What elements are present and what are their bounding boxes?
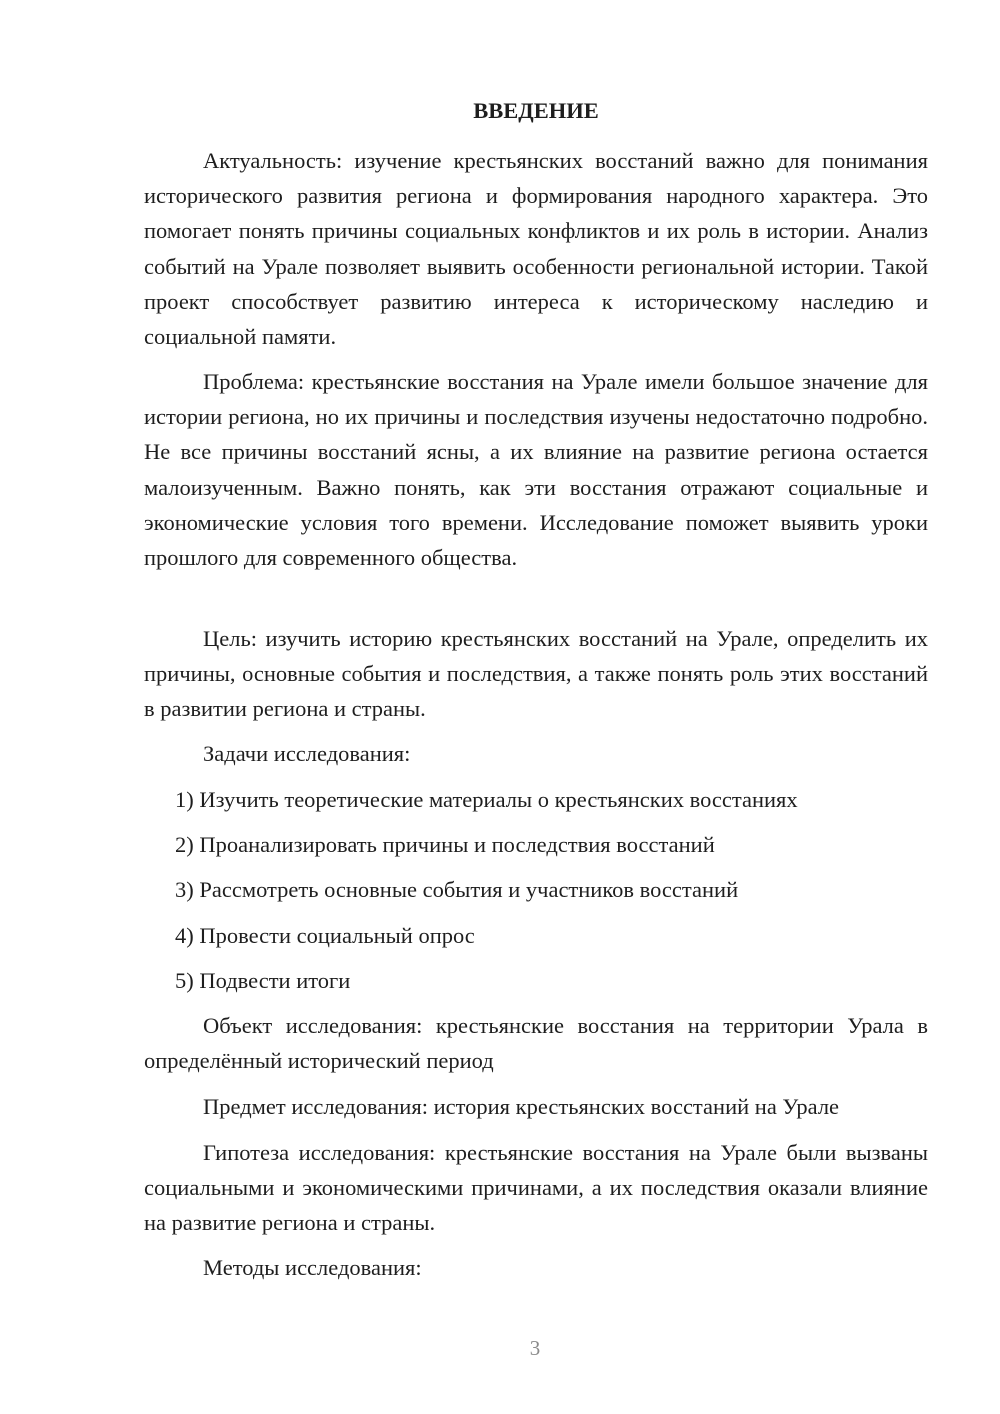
subject-paragraph: Предмет исследования: история крестьянских восстаний на Урале bbox=[203, 1094, 840, 1119]
tasks-heading: Задачи исследования: bbox=[203, 741, 411, 766]
page-number: 3 bbox=[529, 1336, 541, 1360]
task-item: 4) Провести социальный опрос bbox=[175, 923, 475, 948]
object-paragraph: Объект исследования: крестьянские восстания на территории Урала в определённый исторический период bbox=[144, 1013, 928, 1074]
goal-paragraph: Цель: изучить историю крестьянских восстаний на Урале, определить их причины, основные события и последствия, а также понять роль этих восстаний в развитии региона и страны. bbox=[144, 626, 928, 722]
task-item: 1) Изучить теоретические материалы о крестьянских восстаниях bbox=[175, 787, 798, 812]
task-item: 5) Подвести итоги bbox=[175, 968, 351, 993]
hypothesis-paragraph: Гипотеза исследования: крестьянские восстания на Урале были вызваны социальными и экономическими причинами, а их последствия оказали влияние на развитие региона и страны. bbox=[144, 1140, 928, 1236]
task-item: 3) Рассмотреть основные события и участников восстаний bbox=[175, 877, 739, 902]
section-heading: ВВЕДЕНИЕ bbox=[473, 98, 599, 123]
relevance-paragraph: Актуальность: изучение крестьянских восстаний важно для понимания исторического развития региона и формирования народного характера. Это помогает понять причины социальных конфликтов и их роль в истории. Анализ событий на Урале позволяет выявить особенности региональной истории. Такой проект способствует развитию интереса к историческому наследию и социальной памяти. bbox=[144, 148, 928, 350]
task-item: 2) Проанализировать причины и последствия восстаний bbox=[175, 832, 715, 857]
problem-paragraph: Проблема: крестьянские восстания на Урале имели большое значение для истории региона, но их причины и последствия изучены недостаточно подробно. Не все причины восстаний ясны, а их влияние на развитие региона остается малоизученным. Важно понять, как эти восстания отражают социальные и экономические условия того времени. Исследование поможет выявить уроки прошлого для современного общества. bbox=[144, 369, 928, 571]
methods-heading: Методы исследования: bbox=[203, 1255, 422, 1280]
